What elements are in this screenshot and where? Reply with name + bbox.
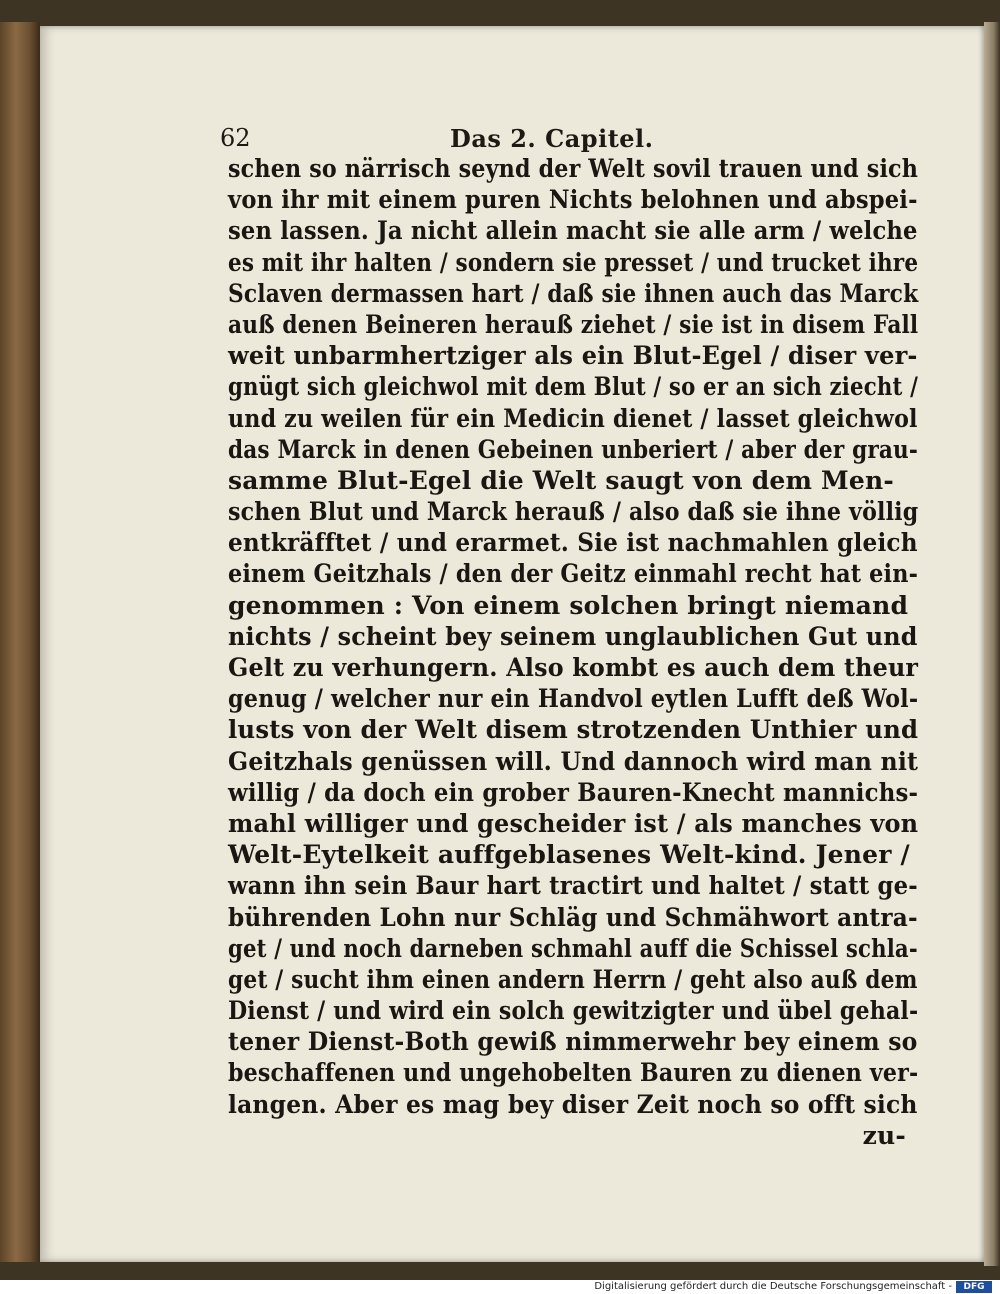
text-line: lusts von der Welt disem strotzenden Unthier und: [228, 715, 919, 745]
text-line: entkräfftet / und erarmet. Sie ist nachmahlen gleich: [228, 528, 918, 558]
text-line: das Marck in denen Gebeinen unberiert / aber der grau-: [228, 434, 919, 464]
text-line: weit unbarmhertziger als ein Blut-Egel / diser ver-: [228, 341, 918, 371]
text-line: es mit ihr halten / sondern sie presset / und trucket ihre: [228, 247, 919, 277]
text-line: bührenden Lohn nur Schläg und Schmähwort antra-: [228, 902, 918, 932]
text-line: Welt-Eytelkeit auffgeblasenes Welt-kind. Jener /: [228, 840, 910, 870]
footer-credit: Digitalisierung gefördert durch die Deutsche Forschungsgemeinschaft -: [594, 1281, 952, 1292]
text-line: von ihr mit einem puren Nichts belohnen und abspei-: [228, 185, 918, 215]
text-line: Geitzhals genüssen will. Und dannoch wird man nit: [228, 746, 919, 776]
book-binding: [0, 22, 40, 1262]
text-line: mahl williger und gescheider ist / als manches von: [228, 808, 919, 838]
text-line: langen. Aber es mag bey diser Zeit noch so offt sich: [228, 1089, 918, 1119]
text-line: tener Dienst-Both gewiß nimmerwehr bey einem so: [228, 1027, 918, 1057]
text-line: sen lassen. Ja nicht allein macht sie alle arm / welche: [228, 216, 918, 246]
text-line: genommen : Von einem solchen bringt niemand: [228, 590, 909, 620]
page-number: 62: [220, 124, 251, 152]
text-line: get / sucht ihm einen andern Herrn / geht also auß dem: [228, 964, 918, 994]
running-title: Das 2. Capitel.: [450, 124, 654, 153]
text-line: Dienst / und wird ein solch gewitzigter und übel gehal-: [228, 996, 919, 1026]
text-line: beschaffenen und ungehobelten Bauren zu dienen ver-: [228, 1058, 919, 1088]
text-line: samme Blut-Egel die Welt saugt von dem Men-: [228, 465, 894, 495]
text-line: willig / da doch ein grober Bauren-Knecht mannichs-: [228, 777, 919, 807]
page-edge: [984, 22, 1000, 1266]
dfg-logo: DFG: [956, 1281, 992, 1293]
text-line: wann ihn sein Baur hart tractirt und haltet / statt ge-: [228, 871, 918, 901]
body-text: [228, 153, 918, 1151]
text-line: nichts / scheint bey seinem unglaublichen Gut und: [228, 621, 918, 651]
text-line: schen so närrisch seynd der Welt sovil trauen und sich: [228, 154, 919, 183]
text-line: gnügt sich gleichwol mit dem Blut / so er an sich ziecht /: [228, 372, 919, 402]
text-line: schen Blut und Marck herauß / also daß sie ihne völlig: [228, 497, 919, 527]
text-line: einem Geitzhals / den der Geitz einmahl recht hat ein-: [228, 559, 919, 589]
text-line: auß denen Beineren herauß ziehet / sie ist in disem Fall: [228, 309, 919, 339]
text-line: zu-: [862, 1120, 906, 1150]
text-line: get / und noch darneben schmahl auff die Schissel schla-: [228, 933, 918, 963]
text-line: genug / welcher nur ein Handvol eytlen Lufft deß Wol-: [228, 684, 919, 714]
text-line: Sclaven dermassen hart / daß sie ihnen auch das Marck: [228, 278, 919, 308]
text-line: Gelt zu verhungern. Also kombt es auch dem theur: [228, 653, 919, 682]
text-line: und zu weilen für ein Medicin dienet / lasset gleichwol: [228, 403, 918, 433]
